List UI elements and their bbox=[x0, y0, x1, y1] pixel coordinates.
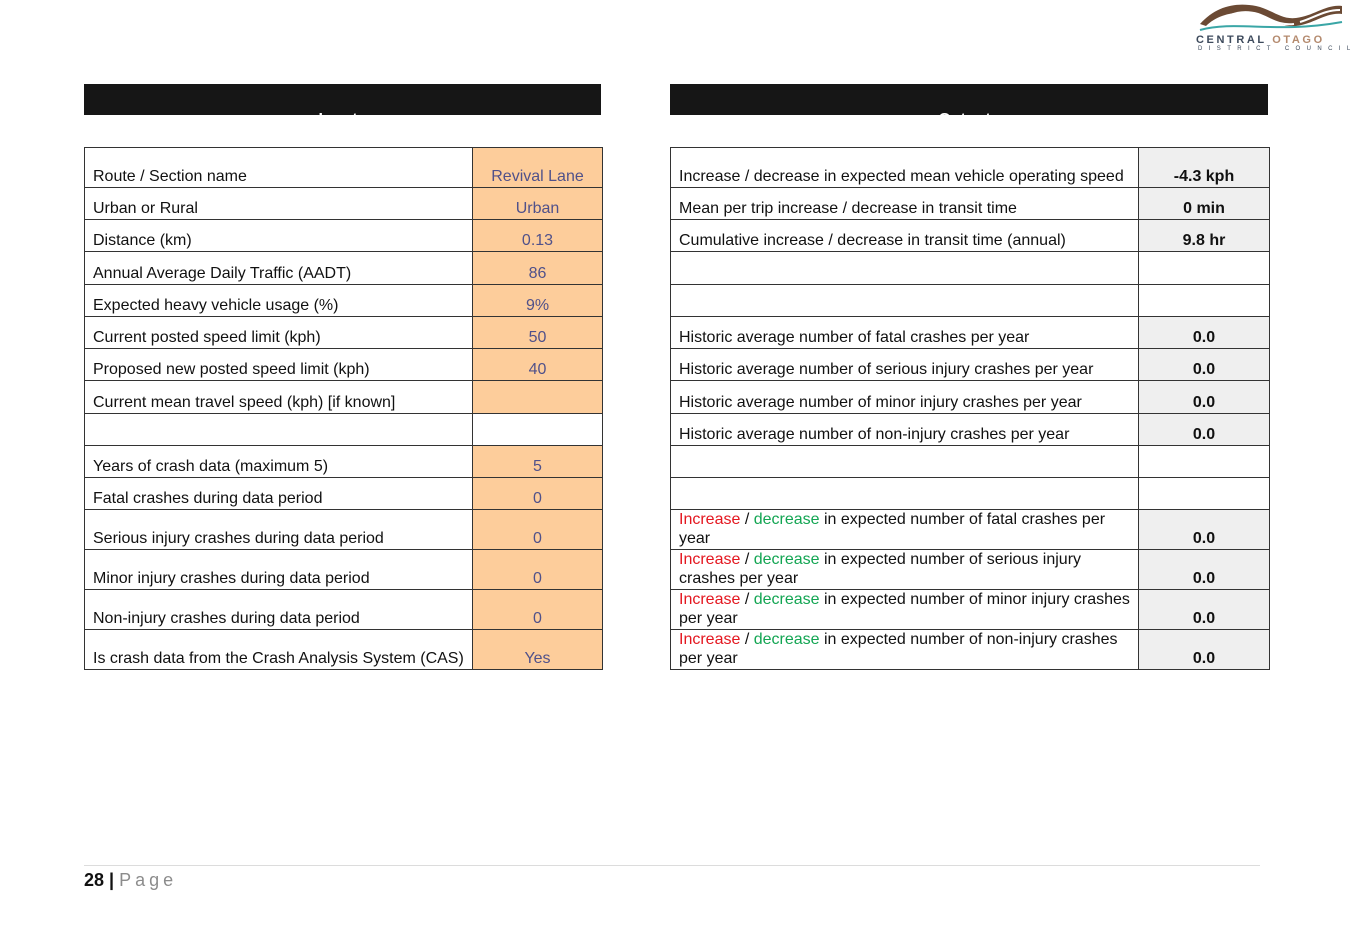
input-value[interactable]: Urban bbox=[473, 188, 603, 220]
output-label: Cumulative increase / decrease in transit time (annual) bbox=[671, 220, 1139, 252]
inputs-row bbox=[85, 590, 603, 630]
input-value[interactable]: 50 bbox=[473, 317, 603, 349]
decrease-label: decrease bbox=[753, 511, 820, 528]
increase-decrease-separator: / bbox=[740, 551, 754, 568]
input-value[interactable]: 86 bbox=[473, 252, 603, 285]
output-label: Historic average number of serious injury crashes per year bbox=[671, 349, 1139, 381]
output-label bbox=[671, 478, 1139, 510]
input-label: Route / Section name bbox=[85, 148, 473, 188]
increase-decrease-separator: / bbox=[740, 591, 754, 608]
input-value[interactable]: Revival Lane bbox=[473, 148, 603, 188]
footer-separator: | bbox=[104, 870, 120, 890]
output-label: Historic average number of minor injury crashes per year bbox=[671, 381, 1139, 414]
logo-waves-icon bbox=[1196, 0, 1346, 32]
outputs-row bbox=[671, 590, 1270, 630]
increase-label: Increase bbox=[679, 511, 741, 528]
inputs-row bbox=[85, 414, 603, 446]
inputs-header: Inputs bbox=[84, 84, 601, 115]
inputs-row bbox=[85, 188, 603, 220]
input-label: Minor injury crashes during data period bbox=[85, 550, 473, 590]
inputs-row bbox=[85, 148, 603, 188]
inputs-table bbox=[84, 147, 603, 670]
logo-subtitle: DISTRICT COUNCIL bbox=[1198, 46, 1357, 52]
output-value: 0.0 bbox=[1139, 550, 1270, 590]
output-label bbox=[671, 590, 1139, 630]
decrease-label: decrease bbox=[753, 551, 820, 568]
input-label: Expected heavy vehicle usage (%) bbox=[85, 285, 473, 317]
inputs-row bbox=[85, 285, 603, 317]
input-value bbox=[473, 414, 603, 446]
inputs-row bbox=[85, 550, 603, 590]
inputs-row bbox=[85, 381, 603, 414]
input-label: Years of crash data (maximum 5) bbox=[85, 446, 473, 478]
output-value bbox=[1139, 478, 1270, 510]
output-label: Historic average number of fatal crashes per year bbox=[671, 317, 1139, 349]
output-value: 0.0 bbox=[1139, 317, 1270, 349]
page-number: 28 bbox=[84, 870, 105, 890]
output-value: 0.0 bbox=[1139, 349, 1270, 381]
output-label bbox=[671, 510, 1139, 550]
input-label: Fatal crashes during data period bbox=[85, 478, 473, 510]
input-value[interactable]: 0 bbox=[473, 590, 603, 630]
input-label: Proposed new posted speed limit (kph) bbox=[85, 349, 473, 381]
output-value: 0.0 bbox=[1139, 510, 1270, 550]
outputs-row bbox=[671, 446, 1270, 478]
decrease-label: decrease bbox=[753, 631, 820, 648]
input-label: Is crash data from the Crash Analysis System (CAS) bbox=[85, 630, 473, 670]
input-label: Current mean travel speed (kph) [if known] bbox=[85, 381, 473, 414]
output-label-text: in expected number of non-injury crashes per year bbox=[679, 631, 1118, 667]
output-value: 0 min bbox=[1139, 188, 1270, 220]
increase-decrease-separator: / bbox=[740, 631, 754, 648]
footer-divider bbox=[84, 865, 1260, 866]
input-value[interactable]: 40 bbox=[473, 349, 603, 381]
input-value[interactable]: 9% bbox=[473, 285, 603, 317]
logo-name: CENTRAL OTAGO bbox=[1196, 34, 1325, 46]
output-label bbox=[671, 446, 1139, 478]
input-value[interactable]: Yes bbox=[473, 630, 603, 670]
input-label: Serious injury crashes during data period bbox=[85, 510, 473, 550]
outputs-row bbox=[671, 630, 1270, 670]
outputs-table bbox=[670, 147, 1270, 670]
outputs-header: Outputs bbox=[670, 84, 1268, 115]
input-value[interactable]: 0.13 bbox=[473, 220, 603, 252]
inputs-row bbox=[85, 317, 603, 349]
outputs-row bbox=[671, 414, 1270, 446]
inputs-row bbox=[85, 220, 603, 252]
inputs-row bbox=[85, 478, 603, 510]
outputs-row bbox=[671, 188, 1270, 220]
input-label: Distance (km) bbox=[85, 220, 473, 252]
output-value: 0.0 bbox=[1139, 590, 1270, 630]
outputs-row bbox=[671, 285, 1270, 317]
council-logo bbox=[1196, 0, 1357, 58]
inputs-row bbox=[85, 446, 603, 478]
input-label: Urban or Rural bbox=[85, 188, 473, 220]
outputs-row bbox=[671, 478, 1270, 510]
inputs-row bbox=[85, 510, 603, 550]
output-value: -4.3 kph bbox=[1139, 148, 1270, 188]
output-label: Increase / decrease in expected mean vehicle operating speed bbox=[671, 148, 1139, 188]
increase-label: Increase bbox=[679, 631, 741, 648]
input-label: Annual Average Daily Traffic (AADT) bbox=[85, 252, 473, 285]
output-value: 9.8 hr bbox=[1139, 220, 1270, 252]
input-label bbox=[85, 414, 473, 446]
outputs-row bbox=[671, 349, 1270, 381]
output-label-text: in expected number of minor injury crashes per year bbox=[679, 591, 1130, 627]
inputs-row bbox=[85, 630, 603, 670]
page-label: Page bbox=[119, 870, 178, 890]
input-value[interactable]: 0 bbox=[473, 478, 603, 510]
output-label: Historic average number of non-injury crashes per year bbox=[671, 414, 1139, 446]
outputs-row bbox=[671, 317, 1270, 349]
output-value: 0.0 bbox=[1139, 414, 1270, 446]
output-value: 0.0 bbox=[1139, 381, 1270, 414]
output-value bbox=[1139, 446, 1270, 478]
page-footer bbox=[84, 869, 177, 891]
output-label bbox=[671, 630, 1139, 670]
inputs-row bbox=[85, 349, 603, 381]
output-label-text: in expected number of fatal crashes per year bbox=[679, 511, 1106, 547]
input-value[interactable]: 0 bbox=[473, 510, 603, 550]
input-label: Current posted speed limit (kph) bbox=[85, 317, 473, 349]
outputs-row bbox=[671, 148, 1270, 188]
increase-decrease-separator: / bbox=[740, 511, 754, 528]
output-label: Mean per trip increase / decrease in transit time bbox=[671, 188, 1139, 220]
input-value[interactable] bbox=[473, 381, 603, 414]
input-value[interactable]: 0 bbox=[473, 550, 603, 590]
outputs-row bbox=[671, 381, 1270, 414]
inputs-row bbox=[85, 252, 603, 285]
outputs-row bbox=[671, 252, 1270, 285]
output-label bbox=[671, 550, 1139, 590]
output-value bbox=[1139, 252, 1270, 285]
output-label bbox=[671, 252, 1139, 285]
output-label-text: in expected number of serious injury crashes per year bbox=[679, 551, 1082, 587]
outputs-row bbox=[671, 550, 1270, 590]
increase-label: Increase bbox=[679, 591, 741, 608]
increase-label: Increase bbox=[679, 551, 741, 568]
decrease-label: decrease bbox=[753, 591, 820, 608]
output-label bbox=[671, 285, 1139, 317]
input-label: Non-injury crashes during data period bbox=[85, 590, 473, 630]
outputs-row bbox=[671, 510, 1270, 550]
input-value[interactable]: 5 bbox=[473, 446, 603, 478]
output-value: 0.0 bbox=[1139, 630, 1270, 670]
output-value bbox=[1139, 285, 1270, 317]
outputs-row bbox=[671, 220, 1270, 252]
